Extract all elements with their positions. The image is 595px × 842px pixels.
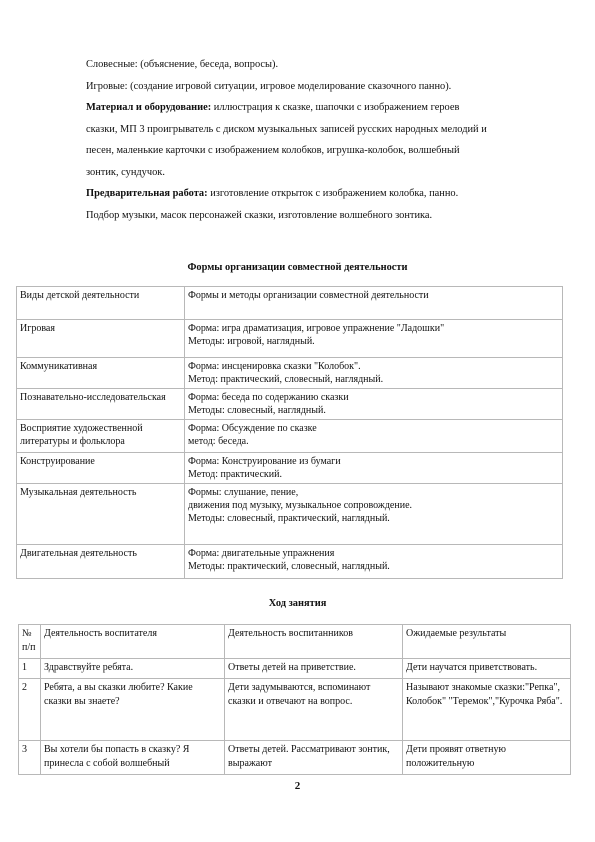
header-cell: № п/п xyxy=(19,625,41,659)
table-row xyxy=(17,420,563,453)
methods-cell: Форма: Конструирование из бумаги Метод: практический. xyxy=(185,453,563,484)
intro-line-verbal: Словесные: (объяснение, беседа, вопросы). xyxy=(86,59,279,70)
activity-cell: Коммуникативная xyxy=(17,358,185,389)
preliminary-text: изготовление открыток с изображением колобка, панно. xyxy=(207,188,459,199)
methods-cell: Форма: двигательные упражнения Методы: практический, словесный, наглядный. xyxy=(185,545,563,579)
lesson-table xyxy=(18,624,571,775)
materials-label: Материал и оборудование: xyxy=(86,102,212,113)
intro-line-8: Подбор музыки, масок персонажей сказки, изготовление волшебного зонтика. xyxy=(86,209,433,221)
result-cell: Дети проявят ответную положительную xyxy=(403,741,571,775)
teacher-cell: Ребята, а вы сказки любите? Какие сказки вы знаете? xyxy=(41,679,225,741)
methods-cell: Форма: беседа по содержанию сказки Методы: словесный, наглядный. xyxy=(185,389,563,420)
table-row xyxy=(17,453,563,484)
table-row xyxy=(19,659,571,679)
table-row xyxy=(19,741,571,775)
children-cell: Ответы детей на приветствие. xyxy=(225,659,403,679)
teacher-cell: Здравствуйте ребята. xyxy=(41,659,225,679)
result-cell: Дети научатся приветствовать. xyxy=(403,659,571,679)
activity-cell: Конструирование xyxy=(17,453,185,484)
methods-cell: Форма: инсценировка сказки "Колобок". Метод: практический, словесный, наглядный. xyxy=(185,358,563,389)
methods-cell: Форма: Обсуждение по сказке метод: беседа. xyxy=(185,420,563,453)
table-row xyxy=(17,320,563,358)
table-row xyxy=(17,545,563,579)
methods-cell: Формы: слушание, пение, движения под музыку, музыкальное сопровождение. Методы: словесный, практический, наглядный. xyxy=(185,484,563,545)
activity-cell: Двигательная деятельность xyxy=(17,545,185,579)
page-number: 2 xyxy=(294,780,301,792)
forms-table xyxy=(16,286,563,579)
header-cell: Деятельность воспитанников xyxy=(225,625,403,659)
result-cell: Называют знакомые сказки:"Репка", Колобок" "Теремок","Курочка Ряба". xyxy=(403,679,571,741)
activity-cell: Музыкальная деятельность xyxy=(17,484,185,545)
header-cell: Формы и методы организации совместной деятельности xyxy=(185,287,563,320)
lesson-heading: Ход занятия xyxy=(268,598,327,609)
intro-line-5: песен, маленькие карточки с изображением колобков, игрушка-колобок, волшебный xyxy=(86,145,460,156)
header-cell: Ожидаемые результаты xyxy=(403,625,571,659)
forms-heading: Формы организации совместной деятельности xyxy=(187,262,408,273)
intro-line-6: зонтик, сундучок. xyxy=(86,166,165,178)
methods-cell: Форма: игра драматизация, игровое упражнение "Ладошки" Методы: игровой, наглядный. xyxy=(185,320,563,358)
table-header-row xyxy=(19,625,571,659)
number-cell: 3 xyxy=(19,741,41,775)
activity-cell: Познавательно-исследовательская xyxy=(17,389,185,420)
teacher-cell: Вы хотели бы попасть в сказку? Я принесла с собой волшебный xyxy=(41,741,225,775)
table-row xyxy=(17,484,563,545)
intro-text xyxy=(86,54,526,226)
children-cell: Дети задумываются, вспоминают сказки и отвечают на вопрос. xyxy=(225,679,403,741)
intro-line-4: сказки, МП 3 проигрыватель с диском музыкальных записей русских народных мелодий и xyxy=(86,123,487,135)
table-row xyxy=(17,358,563,389)
intro-line-preliminary xyxy=(86,183,526,205)
table-row xyxy=(17,389,563,420)
intro-line-game: Игровые: (создание игровой ситуации, игровое моделирование сказочного панно). xyxy=(86,80,452,92)
number-cell: 1 xyxy=(19,659,41,679)
children-cell: Ответы детей. Рассматривают зонтик, выражают xyxy=(225,741,403,775)
table-row xyxy=(19,679,571,741)
preliminary-label: Предварительная работа: xyxy=(86,188,208,199)
intro-line-materials xyxy=(86,97,526,119)
header-cell: Деятельность воспитателя xyxy=(41,625,225,659)
activity-cell: Игровая xyxy=(17,320,185,358)
activity-cell: Восприятие художественной литературы и фольклора xyxy=(17,420,185,453)
number-cell: 2 xyxy=(19,679,41,741)
table-header-row xyxy=(17,287,563,320)
materials-text: иллюстрация к сказке, шапочки с изображением героев xyxy=(211,102,460,113)
header-cell: Виды детской деятельности xyxy=(17,287,185,320)
